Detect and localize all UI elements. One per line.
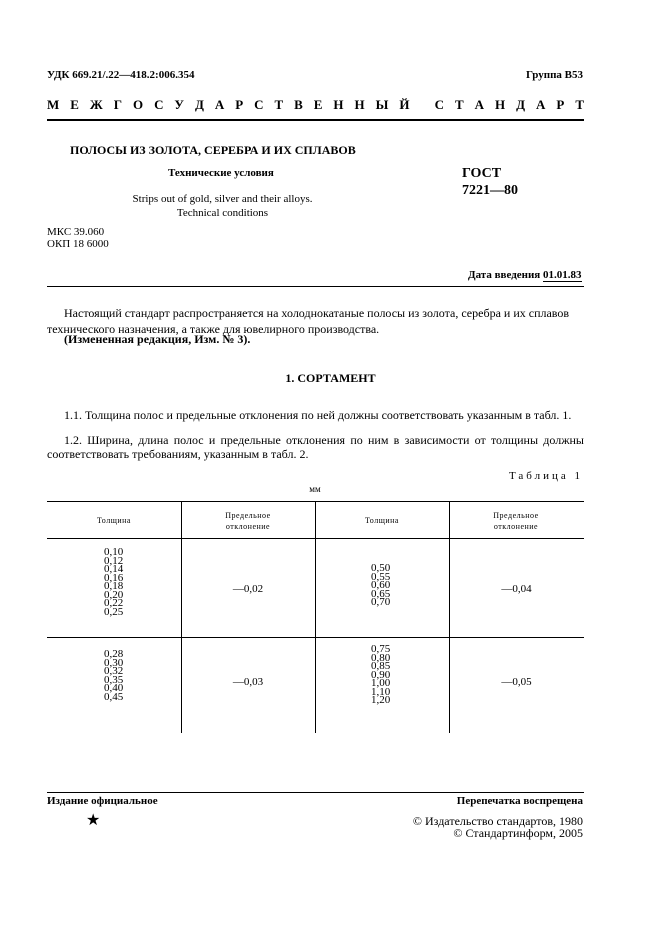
header-rule — [47, 119, 584, 121]
document-subtitle: Технические условия — [168, 167, 274, 179]
section-title: 1. СОРТАМЕНТ — [285, 371, 376, 385]
interstate-letter: Н — [354, 97, 365, 112]
group-1-left-thickness — [104, 548, 123, 616]
interstate-letter: Т — [274, 97, 284, 112]
interstate-letter: О — [132, 97, 144, 112]
interstate-letter: Е — [70, 97, 79, 112]
header-thickness-1: Толщина — [97, 516, 131, 525]
group-2-left-deviation: —0,03 — [232, 676, 264, 688]
gost-label: ГОСТ — [462, 166, 502, 181]
header-deviation-1: Предельное отклонение — [225, 511, 271, 531]
table-col-rule-2 — [315, 501, 316, 733]
thickness-value: 1,00 — [371, 677, 391, 689]
interstate-letter: А — [536, 97, 546, 112]
interstate-letter: Й — [399, 97, 410, 112]
interstate-letter: Н — [495, 97, 506, 112]
interstate-letter: М — [47, 97, 60, 112]
thickness-value: 0,55 — [371, 570, 391, 583]
thickness-value: 0,90 — [371, 668, 391, 681]
okp-code: ОКП 18 6000 — [47, 238, 109, 250]
thickness-value: 0,75 — [371, 643, 391, 655]
thickness-value: 0,50 — [371, 562, 391, 574]
effective-date-value: 01.01.83 — [543, 269, 582, 281]
interstate-letter: С — [434, 97, 445, 112]
thickness-value: 0,35 — [104, 673, 124, 686]
group-code: Группа В53 — [525, 69, 583, 81]
interstate-letter: С — [254, 97, 264, 112]
thickness-value: 0,60 — [371, 579, 391, 591]
thickness-value: 0,85 — [371, 660, 391, 672]
interstate-letter: Е — [313, 97, 323, 112]
thickness-value: 0,28 — [104, 648, 124, 660]
thickness-value: 1,10 — [371, 685, 391, 698]
english-title-line-1: Strips out of gold, silver and their alloys. — [132, 193, 313, 205]
interstate-letter: Н — [333, 97, 344, 112]
thickness-value: 0,10 — [104, 546, 124, 558]
document-title: ПОЛОСЫ ИЗ ЗОЛОТА, СЕРЕБРА И ИХ СПЛАВОВ — [70, 143, 356, 157]
interstate-letter: У — [174, 97, 184, 112]
interstate-letter: В — [294, 97, 303, 112]
table-col-rule-1 — [181, 501, 182, 733]
interstate-letter: Р — [235, 97, 244, 112]
mks-code: МКС 39.060 — [47, 226, 105, 238]
group-1-right-deviation: —0,04 — [501, 583, 532, 595]
interstate-letter: Ж — [89, 97, 103, 112]
interstate-letter: Д — [194, 97, 204, 112]
reprint-prohibited: Перепечатка воспрещена — [456, 795, 583, 807]
copyright-notice — [413, 815, 583, 839]
thickness-value: 0,65 — [371, 587, 391, 600]
group-2-right-deviation: —0,05 — [501, 676, 532, 688]
interstate-letter: С — [154, 97, 164, 112]
group-1-left-deviation: —0,02 — [232, 583, 264, 595]
official-edition: Издание официальное — [47, 795, 158, 807]
table-col-rule-3 — [449, 501, 450, 733]
gost-number: 7221—80 — [462, 183, 518, 198]
classification-codes — [47, 226, 109, 250]
thickness-value: 0,40 — [104, 682, 124, 694]
table-unit: мм — [309, 484, 321, 494]
udk-code: УДК 669.21/.22—418.2:006.354 — [47, 69, 195, 81]
thickness-value: 0,20 — [104, 588, 124, 601]
thickness-value: 0,12 — [104, 554, 124, 567]
paragraph-1-2: 1.2. Ширина, длина полос и предельные отклонения по ним в зависимости от толщины должны соответствовать требованиям, указанным в табл. 2. — [47, 433, 584, 461]
group-1-right-thickness — [371, 564, 390, 607]
gost-designation — [462, 165, 518, 199]
amendment-note: (Измененная редакция, Изм. № 3). — [64, 332, 251, 346]
interstate-standard-heading — [47, 97, 584, 113]
copyright-line-1: © Издательство стандартов, 1980 — [412, 814, 583, 828]
interstate-letter: Ы — [375, 97, 389, 112]
thickness-value: 0,30 — [104, 656, 124, 669]
copyright-line-2: © Стандартинформ, 2005 — [453, 826, 583, 840]
thickness-value: 0,25 — [104, 605, 124, 618]
group-2-right-thickness — [371, 645, 390, 705]
thickness-value: 0,45 — [104, 690, 124, 703]
header-thickness-2: Толщина — [365, 516, 399, 525]
paragraph-1-1: 1.1. Толщина полос и предельные отклонения по ней должны соответствовать указанным в табл. 1. — [64, 408, 572, 422]
interstate-letter: А — [474, 97, 485, 112]
interstate-letter: А — [214, 97, 225, 112]
effective-date-label: Дата введения — [468, 269, 541, 281]
date-rule — [47, 286, 584, 287]
interstate-letter: Д — [516, 97, 526, 112]
effective-date — [468, 269, 582, 281]
thickness-value: 1,20 — [371, 694, 391, 706]
english-title-line-2: Technical conditions — [176, 207, 269, 219]
footer-rule — [47, 792, 584, 793]
thickness-value: 0,16 — [104, 571, 124, 584]
thickness-value: 0,32 — [104, 665, 124, 677]
intro-paragraph: Настоящий стандарт распространяется на холоднокатаные полосы из золота, серебра и их сплавов технического назначения, а также для ювелирного производства. — [47, 306, 570, 336]
english-title — [120, 192, 325, 220]
header-deviation-2: Предельное отклонение — [493, 511, 539, 531]
interstate-letter — [420, 97, 423, 113]
interstate-letter: Т — [575, 97, 584, 112]
thickness-value: 0,14 — [104, 563, 124, 575]
group-2-left-thickness — [104, 650, 123, 701]
interstate-letter: Г — [113, 97, 122, 112]
interstate-letter: Р — [556, 97, 565, 112]
thickness-value: 0,80 — [371, 651, 391, 664]
interstate-letter: Т — [455, 97, 464, 112]
star-icon: ★ — [86, 812, 101, 829]
thickness-value: 0,22 — [104, 597, 124, 609]
thickness-value: 0,70 — [371, 596, 391, 608]
thickness-value: 0,18 — [104, 580, 124, 592]
table-caption: Таблица 1 — [508, 470, 583, 482]
